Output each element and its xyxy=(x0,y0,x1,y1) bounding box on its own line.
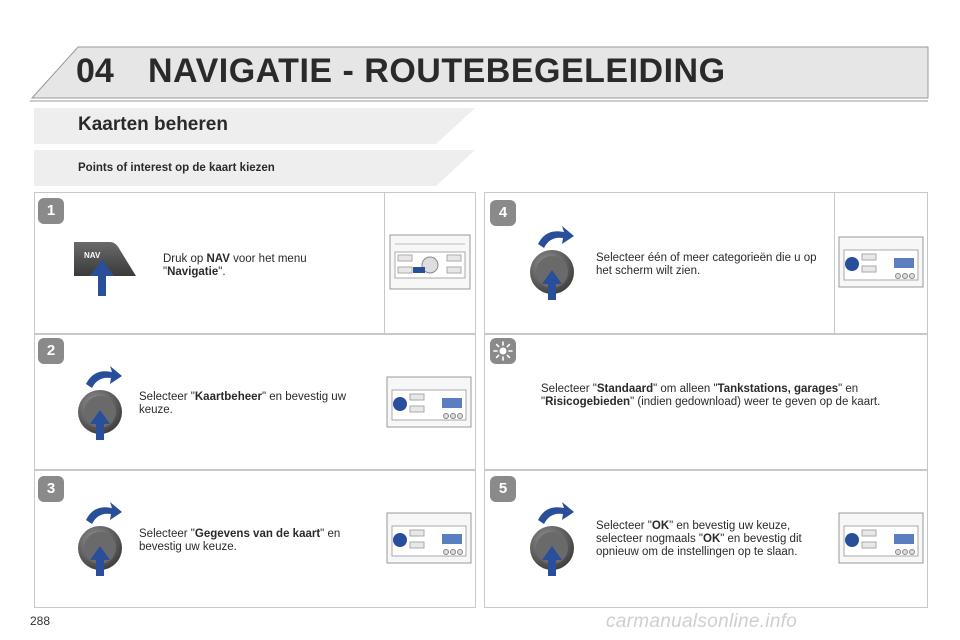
step-badge-1: 1 xyxy=(38,198,64,224)
tip-text: Selecteer "Standaard" om alleen "Tankstations, garages" en "Risicogebieden" (indien gedownload) weer te geven op de kaart. xyxy=(541,383,881,408)
step-4-text: Selecteer één of meer categorieën die u op het scherm wilt zien. xyxy=(596,252,817,277)
radio-front-panel-image xyxy=(386,376,472,428)
column-divider xyxy=(834,192,835,334)
rotate-arrow-icon xyxy=(86,502,122,524)
lightbulb-icon xyxy=(490,338,516,364)
rotary-knob-illustration xyxy=(74,502,130,576)
step-2-text: Selecteer "Kaartbeheer" en bevestig uw keuze. xyxy=(139,391,346,416)
step-badge-2: 2 xyxy=(38,338,64,364)
step-badge-3: 3 xyxy=(38,476,64,502)
step-badge-4: 4 xyxy=(490,200,516,226)
step-3-text: Selecteer "Gegevens van de kaart" en bevestig uw keuze. xyxy=(139,528,341,553)
radio-front-panel-image xyxy=(386,512,472,564)
section-title: Kaarten beheren xyxy=(78,114,228,135)
radio-front-panel-image xyxy=(389,234,471,290)
step-badge-5: 5 xyxy=(490,476,516,502)
watermark: carmanualsonline.info xyxy=(606,611,798,632)
step-1-text: Druk op NAV voor het menu "Navigatie". xyxy=(163,253,307,278)
rotate-arrow-icon xyxy=(538,226,574,248)
radio-front-panel-image xyxy=(838,236,924,288)
rotary-knob-illustration xyxy=(526,502,582,576)
subsection-title: Points of interest op de kaart kiezen xyxy=(78,162,275,174)
column-divider xyxy=(384,192,385,334)
step-5-text: Selecteer "OK" en bevestig uw keuze, selecteer nogmaals "OK" en bevestig dit opnieuw om de instellingen op te slaan. xyxy=(596,520,802,558)
chapter-number: 04 xyxy=(76,52,114,90)
nav-button-illustration: NAV xyxy=(70,236,150,296)
rotary-knob-illustration xyxy=(526,226,582,300)
radio-front-panel-image xyxy=(838,512,924,564)
page-number: 288 xyxy=(30,614,51,628)
rotate-arrow-icon xyxy=(538,502,574,524)
rotate-arrow-icon xyxy=(86,366,122,388)
rotary-knob-illustration xyxy=(74,366,130,440)
chapter-title: NAVIGATIE - ROUTEBEGELEIDING xyxy=(148,52,726,90)
